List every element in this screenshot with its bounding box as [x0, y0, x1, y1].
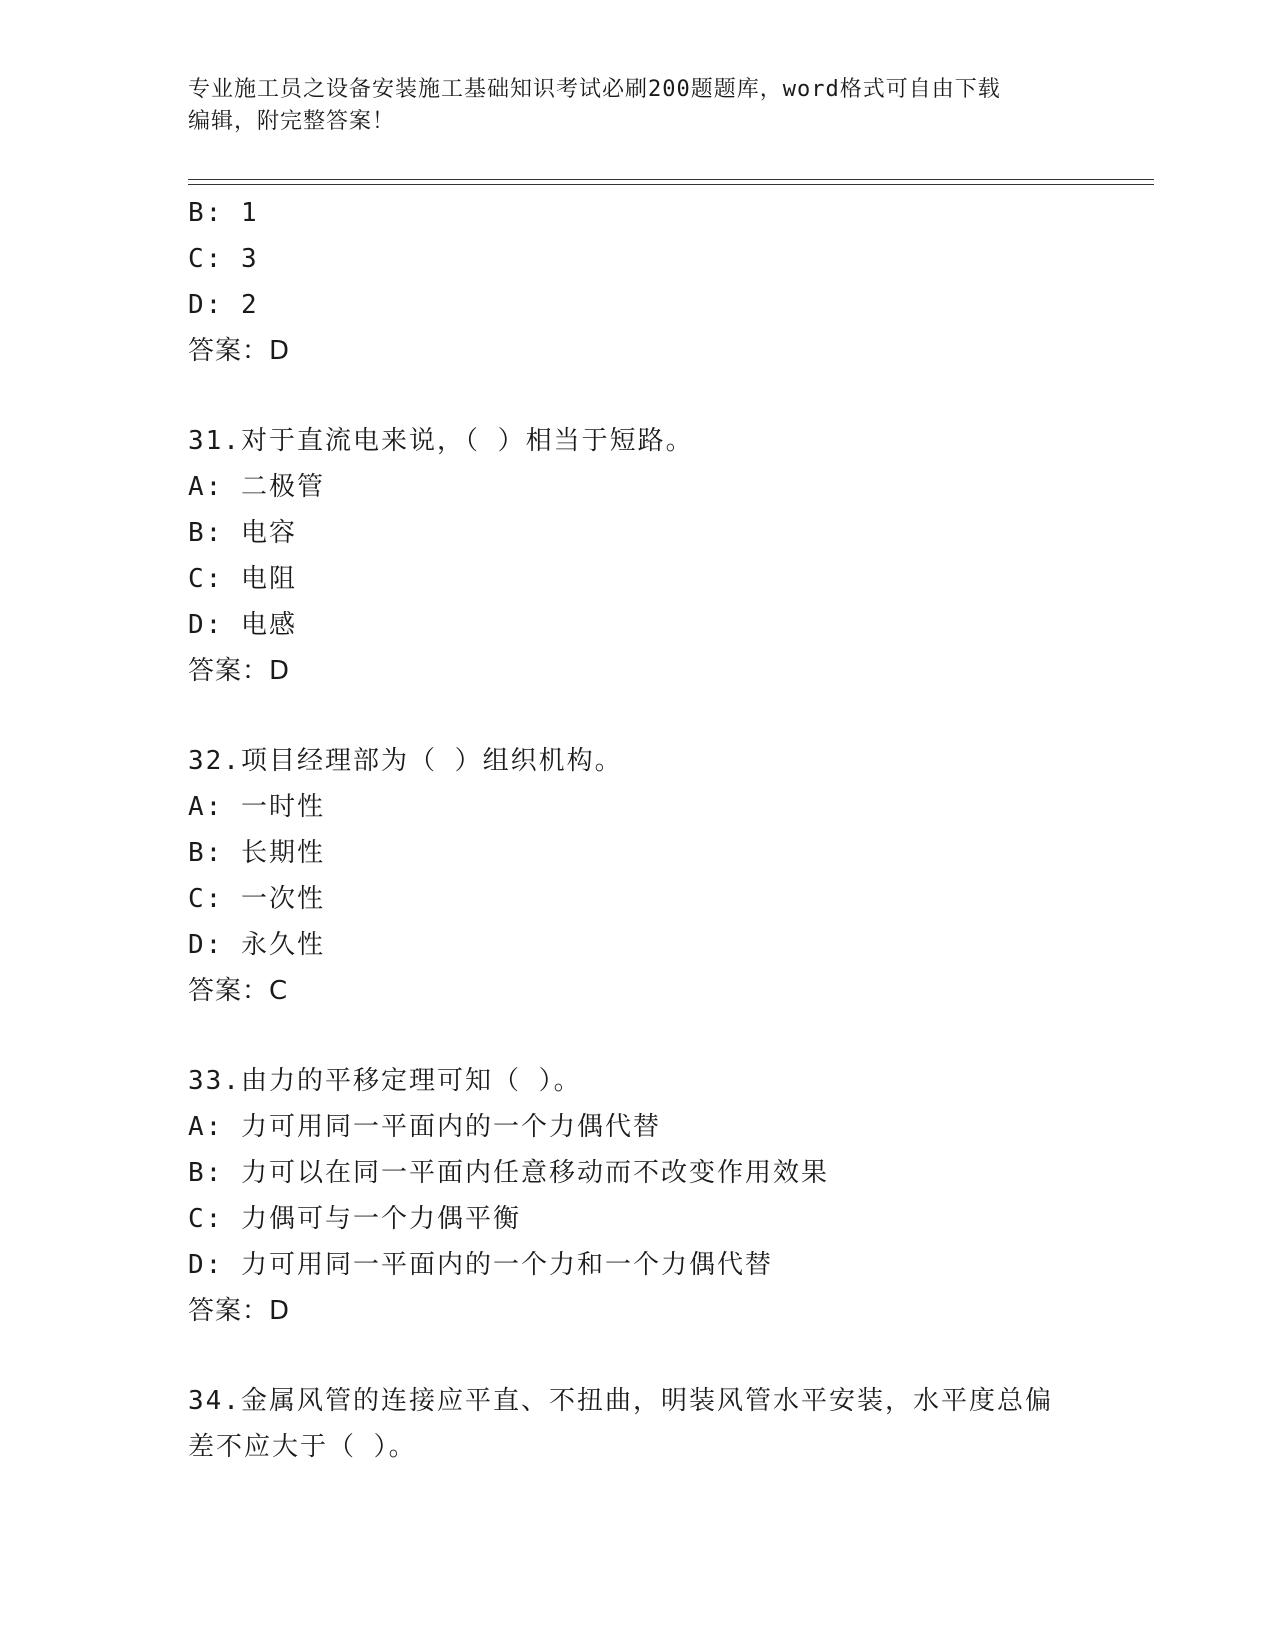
question-title: 32.项目经理部为（ ）组织机构。 [188, 746, 623, 776]
answer: 答案：D [188, 1296, 291, 1326]
document-header [188, 74, 1088, 138]
option-b: B: 长期性 [188, 838, 325, 868]
question-31 [188, 418, 1154, 694]
question-34 [188, 1378, 1154, 1470]
answer: 答案：D [188, 336, 291, 366]
option-d: D: 2 [188, 290, 259, 320]
option-d: D: 永久性 [188, 930, 325, 960]
header-title-line2: 编辑，附完整答案！ [188, 109, 396, 134]
option-d: D: 电感 [188, 610, 297, 640]
option-c: C: 一次性 [188, 884, 325, 914]
header-divider-bottom [188, 184, 1154, 185]
option-a: A: 力可用同一平面内的一个力偶代替 [188, 1112, 661, 1142]
header-title-line1: 专业施工员之设备安装施工基础知识考试必刷200题题库，word格式可自由下载 [188, 77, 1001, 102]
question-30 [188, 190, 1154, 374]
answer: 答案：C [188, 976, 289, 1006]
question-title-line2: 差不应大于（ ）。 [188, 1432, 417, 1462]
option-b: B: 1 [188, 198, 259, 228]
question-title-line1: 34.金属风管的连接应平直、不扭曲，明装风管水平安装，水平度总偏 [188, 1386, 1053, 1416]
question-title: 33.由力的平移定理可知（ ）。 [188, 1066, 582, 1096]
option-c: C: 力偶可与一个力偶平衡 [188, 1204, 521, 1234]
answer: 答案：D [188, 656, 291, 686]
option-c: C: 3 [188, 244, 259, 274]
option-d: D: 力可用同一平面内的一个力和一个力偶代替 [188, 1250, 773, 1280]
question-33 [188, 1058, 1154, 1334]
option-a: A: 二极管 [188, 472, 325, 502]
option-b: B: 电容 [188, 518, 297, 548]
option-b: B: 力可以在同一平面内任意移动而不改变作用效果 [188, 1158, 829, 1188]
option-a: A: 一时性 [188, 792, 325, 822]
question-title: 31.对于直流电来说，（ ）相当于短路。 [188, 426, 694, 456]
question-32 [188, 738, 1154, 1014]
question-list [188, 190, 1154, 1470]
option-c: C: 电阻 [188, 564, 297, 594]
header-divider-top [188, 179, 1154, 180]
